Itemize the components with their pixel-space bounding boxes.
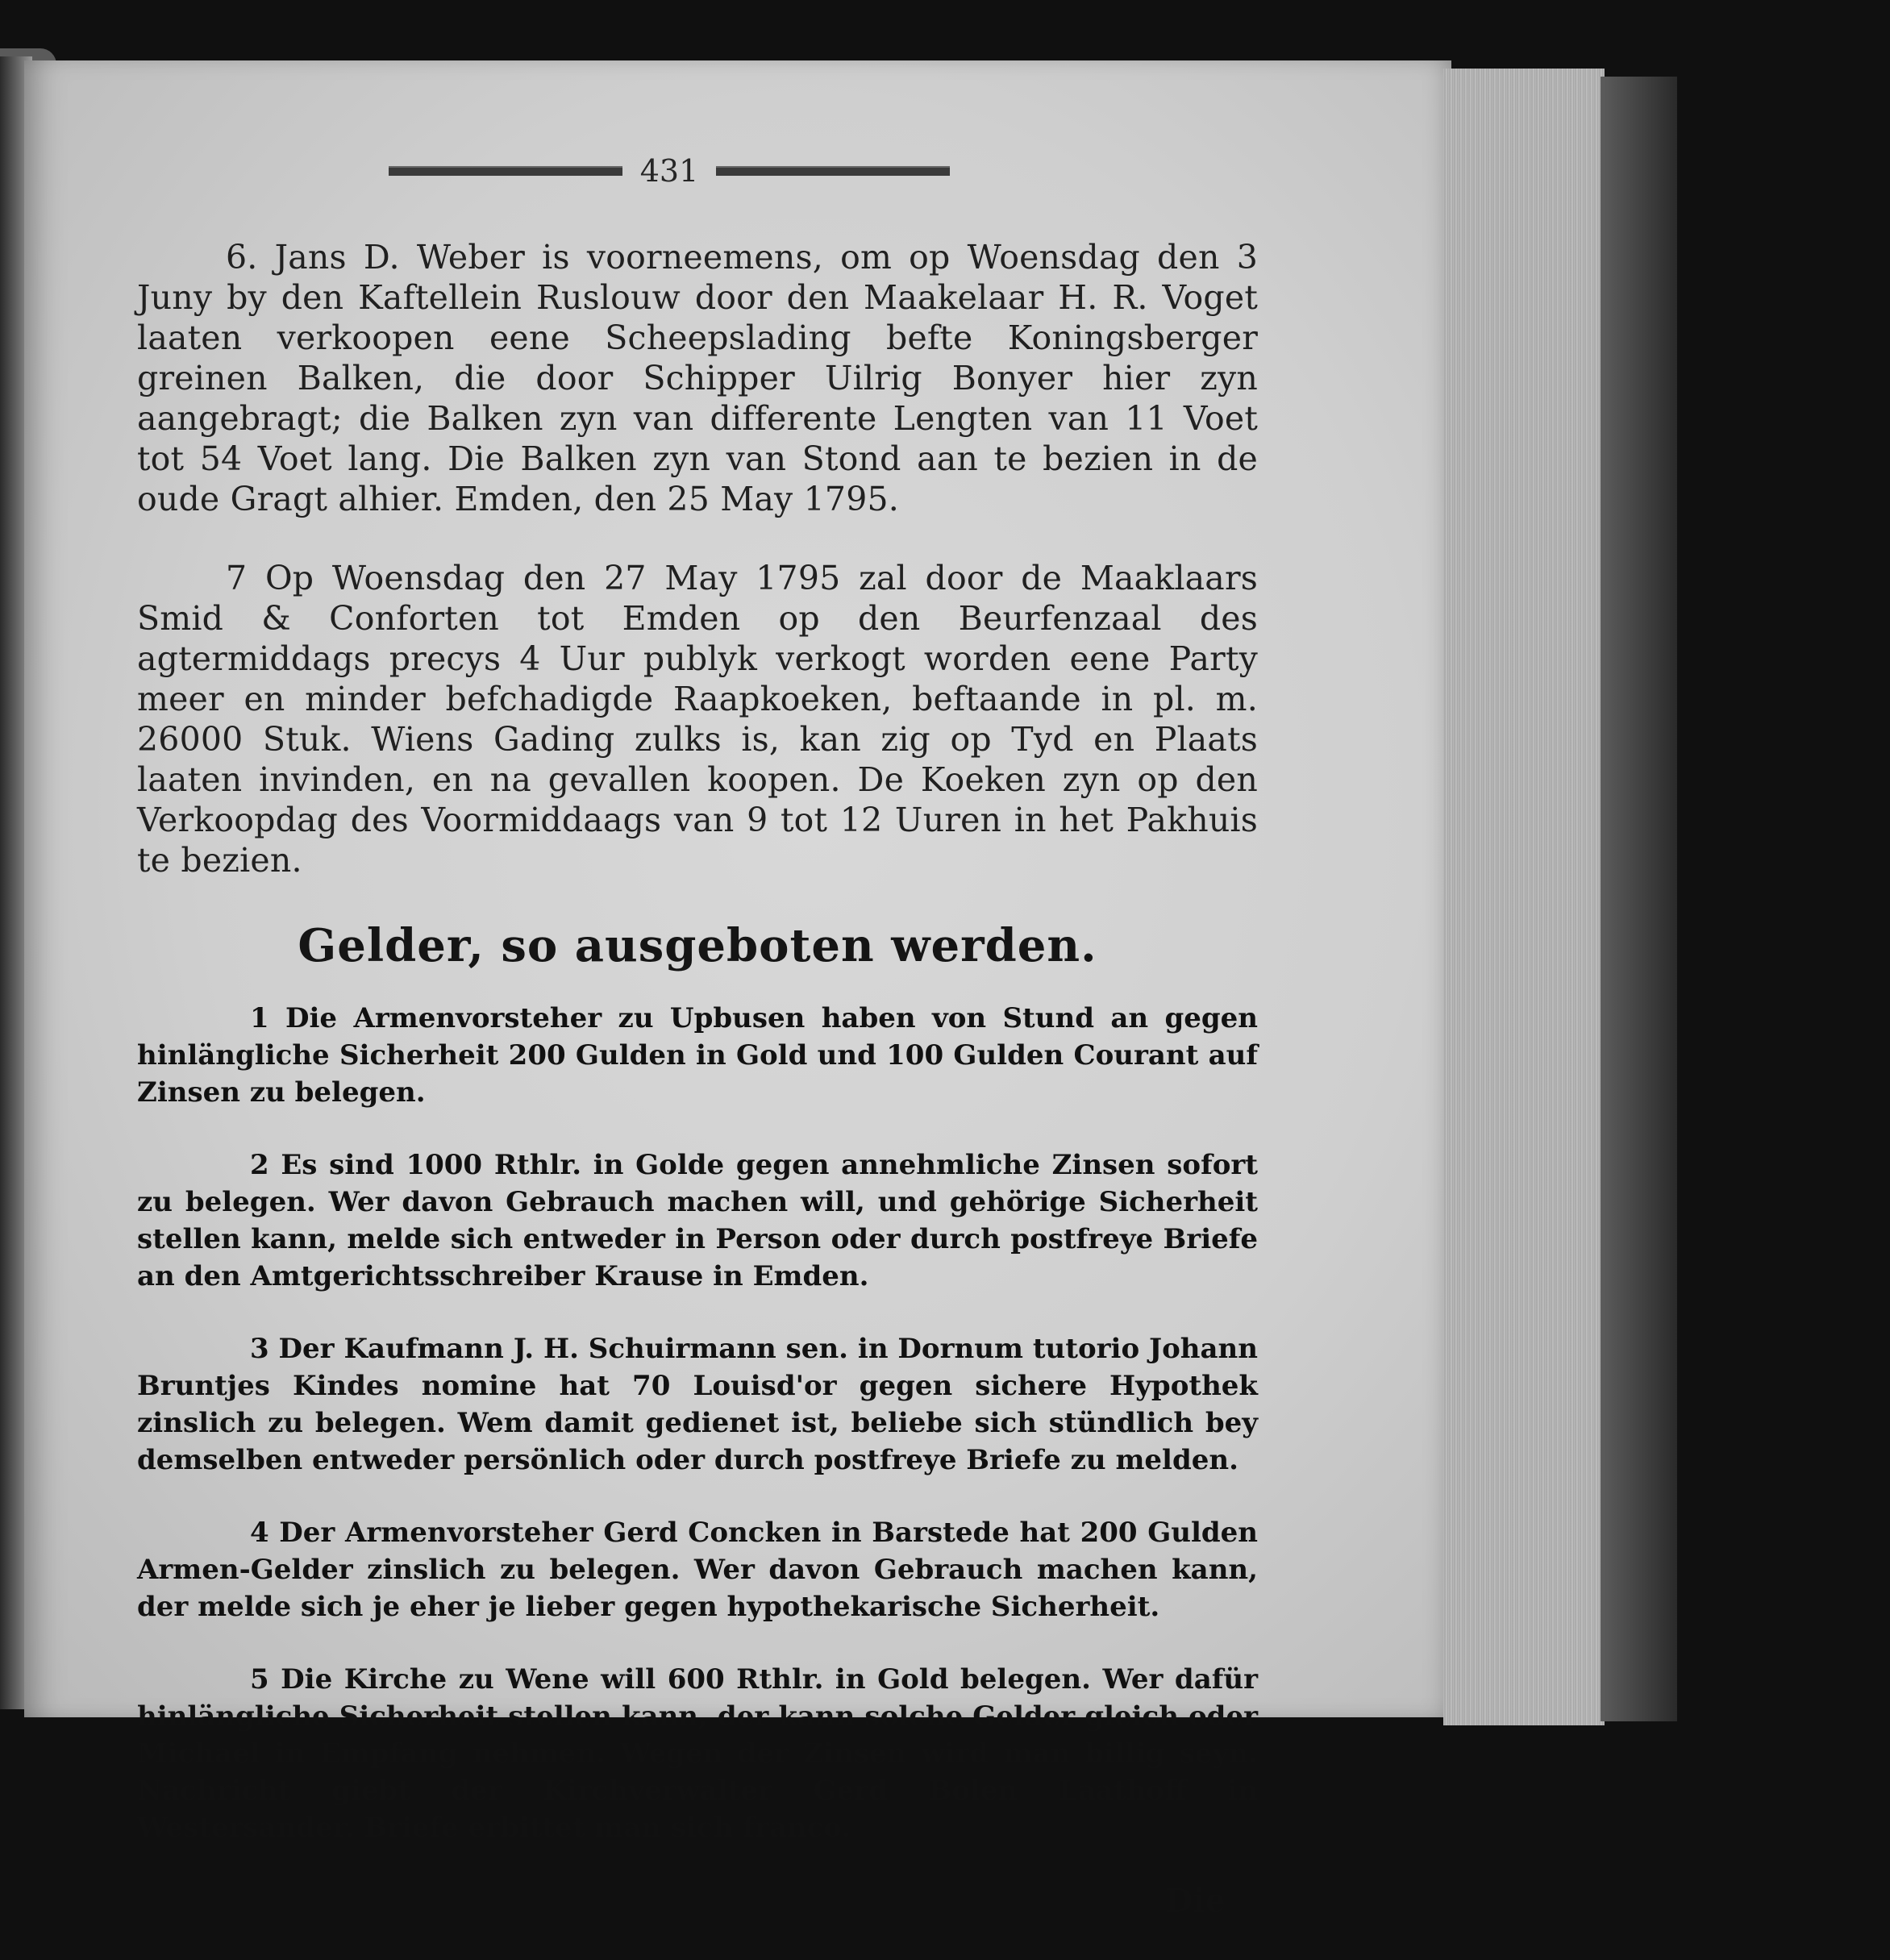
book-spine	[1601, 77, 1677, 1721]
loan-paragraph-2: 2 Es sind 1000 Rthlr. in Golde gegen annehmliche Zinsen sofort zu belegen. Wer davon Gebrauch machen will, und gehörige Sicherheit stellen kann, melde sich entweder in Person oder durch postfreye Briefe an den Amtgerichtsschreiber Krause in Emden.	[137, 1149, 1258, 1292]
page-stack-edge	[1443, 69, 1605, 1725]
loan-paragraph-4: 4 Der Armenvorsteher Gerd Concken in Barstede hat 200 Gulden Armen-Gelder zinslich zu belegen. Wer davon Gebrauch machen kann, der melde sich je eher je lieber gegen hypothekarische Sicherheit.	[137, 1517, 1258, 1623]
notice-paragraph-7: 7 Op Woensdag den 27 May 1795 zal door de Maaklaars Smid & Conforten tot Emden op den Beurfenzaal des agtermiddags precys 4 Uur publyk verkogt worden eene Party meer en minder befchadigde Raapkoeken, beftaande in pl. m. 26000 Stuk. Wiens Gading zulks is, kan zig op Tyd en Plaats laaten invinden, en na gevallen koopen. De Koeken zyn op den Verkoopdag des Voormiddaags van 9 tot 12 Uuren in het Pakhuis te bezien.	[137, 559, 1258, 880]
page-header	[242, 153, 1097, 189]
loan-paragraph-1: 1 Die Armenvorsteher zu Upbusen haben von Stund an gegen hinlängliche Sicherheit 200 Gulden in Gold und 100 Gulden Courant auf Zinsen zu belegen.	[137, 1002, 1258, 1109]
page-number: 431	[639, 153, 699, 189]
notice-paragraph-6: 6. Jans D. Weber is voorneemens, om op Woensdag den 3 Juny by den Kaftellein Ruslouw door den Maakelaar H. R. Voget laaten verkoopen eene Scheepslading befte Koningsberger greinen Balken, die door Schipper Uilrig Bonyer hier zyn aangebragt; die Balken zyn van differente Lengten van 11 Voet tot 54 Voet lang. Die Balken zyn van Stond aan te bezien in de oude Gragt alhier. Emden, den 25 May 1795.	[137, 238, 1258, 518]
loan-paragraph-3: 3 Der Kaufmann J. H. Schuirmann sen. in Dornum tutorio Johann Bruntjes Kindes nomine hat 70 Louisd'or gegen sichere Hypothek zinslich zu belegen. Wem damit gedienet ist, beliebe sich stündlich bey demselben entweder persönlich oder durch postfreye Briefe zu melden.	[137, 1333, 1258, 1476]
section-title: Gelder, so ausgeboten werden.	[298, 919, 1097, 972]
catchword: Die	[1164, 1882, 1226, 1920]
page-text-area	[137, 153, 1258, 1920]
header-rule-right	[716, 166, 950, 176]
header-rule-left	[389, 166, 622, 176]
loan-paragraph-5: 5 Die Kirche zu Wene will 600 Rthlr. in Gold belegen. Wer dafür hinlängliche Sicherheit stellen kann, der kann solche Gelder gleich oder Michael in Empfang nehmen. Wegen der Zinsen wird man billig seyn. Nachricht giebt der Kirchverwalter Gerd Bolen Laathoff in Westersander. Briefe erbittet man sich franco.	[137, 1663, 1258, 1844]
